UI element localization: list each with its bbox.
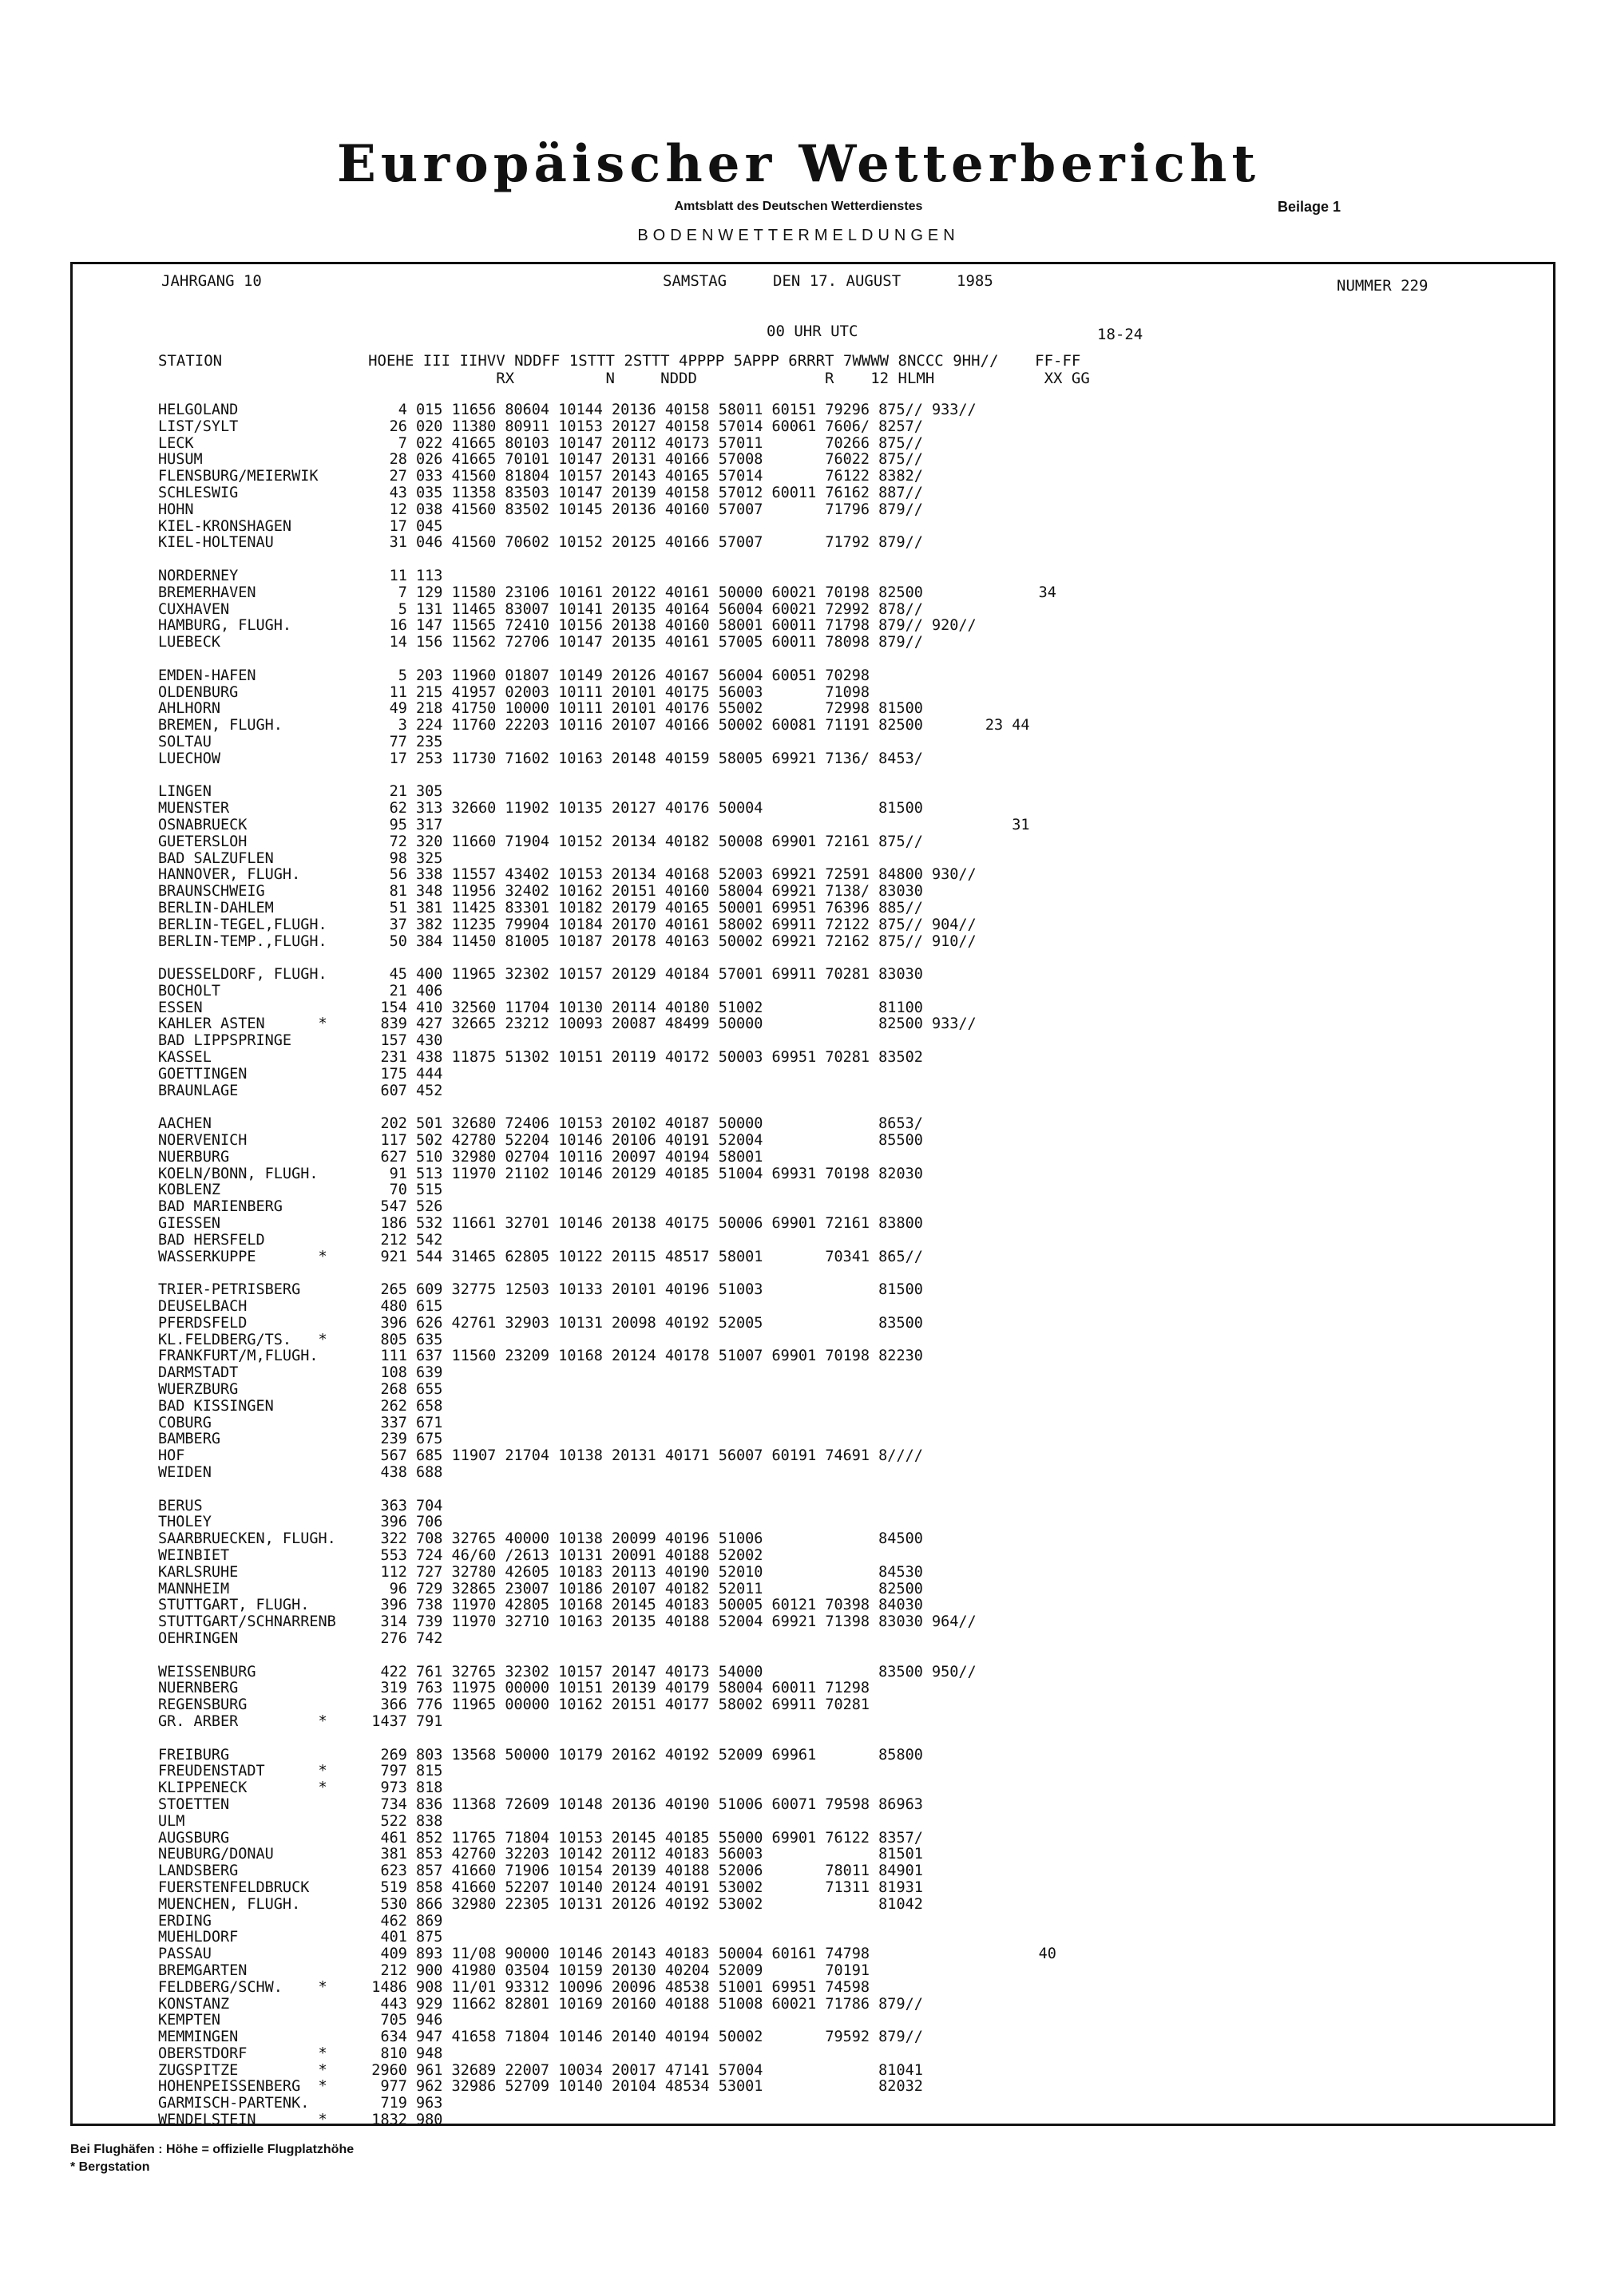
table-row: MUENSTER 62 313 32660 11902 10135 20127 40176 50004 81500 [158,800,923,817]
table-row: KIEL-KRONSHAGEN 17 045 [158,517,443,535]
section-heading: BODENWETTERMELDUNGEN [637,227,960,244]
table-row: NUERBURG 627 510 32980 02704 10116 20097 40194 58001 [158,1148,763,1166]
table-row: BREMERHAVEN 7 129 11580 23106 10161 20122 40161 50000 60021 70198 82500 34 [158,584,1056,601]
table-row: HOHN 12 038 41560 83502 10145 20136 40160 57007 71796 879// [158,501,923,518]
table-row: BOCHOLT 21 406 [158,982,443,1000]
table-row [158,1731,1532,1748]
table-row: BAMBERG 239 675 [158,1431,443,1448]
table-row: BRAUNSCHWEIG 81 348 11956 32402 10162 20151 40160 58004 69921 7138/ 83030 [158,883,923,901]
table-row [158,950,1532,967]
table-row: KARLSRUHE 112 727 32780 42605 10183 20113 40190 52010 84530 [158,1563,923,1581]
table-row: REGENSBURG 366 776 11965 00000 10162 20151 40177 58002 69911 70281 [158,1696,870,1714]
table-row: BAD MARIENBERG 547 526 [158,1198,443,1216]
subtitle: Amtsblatt des Deutschen Wetterdienstes [674,200,923,213]
table-row: ZUGSPITZE * 2960 961 32689 22007 10034 20017 47141 57004 81041 [158,2061,923,2079]
column-header-line1: STATION HOEHE III IIHVV NDDFF 1STTT 2STTT 4PPPP 5APPP 6RRRT 7WWWW 8NCCC 9HH// FF-FF [158,352,1081,370]
table-row: ULM 522 838 [158,1812,443,1830]
table-row: GR. ARBER * 1437 791 [158,1712,443,1730]
table-row: KIEL-HOLTENAU 31 046 41560 70602 10152 20125 40166 57007 71792 879// [158,534,923,552]
table-row: HUSUM 28 026 41665 70101 10147 20131 40166 57008 76022 875// [158,451,923,469]
table-row: WASSERKUPPE * 921 544 31465 62805 10122 20115 48517 58001 70341 865// [158,1248,923,1265]
table-row: BREMGARTEN 212 900 41980 03504 10159 20130 40204 52009 70191 [158,1961,870,1979]
table-row: SCHLESWIG 43 035 11358 83503 10147 20139 40158 57012 60011 76162 887// [158,484,923,501]
volume: JAHRGANG 10 [161,272,262,290]
table-row: BREMEN, FLUGH. 3 224 11760 22203 10116 20107 40166 50002 60081 71191 82500 23 44 [158,717,1030,734]
table-row: EMDEN-HAFEN 5 203 11960 01807 10149 20126 40167 56004 60051 70298 [158,667,870,684]
time-window: 18-24 [1097,326,1143,343]
table-row: OBERSTDORF * 810 948 [158,2045,443,2062]
supplement-label: Beilage 1 [1278,199,1341,215]
table-row: ESSEN 154 410 32560 11704 10130 20114 40180 51002 81100 [158,999,923,1016]
table-row: TRIER-PETRISBERG 265 609 32775 12503 10133 20101 40196 51003 81500 [158,1281,923,1299]
table-row: KASSEL 231 438 11875 51302 10151 20119 40172 50003 69951 70281 83502 [158,1049,923,1067]
table-row: CUXHAVEN 5 131 11465 83007 10141 20135 40164 56004 60021 72992 878// [158,600,923,618]
table-row: AUGSBURG 461 852 11765 71804 10153 20145 40185 55000 69901 76122 8357/ [158,1829,923,1847]
station-table [158,402,1532,2129]
issue-number: NUMMER 229 [1337,277,1429,295]
table-row: FELDBERG/SCHW. * 1486 908 11/01 93312 10096 20096 48538 51001 69951 74598 [158,1978,870,1996]
observation-time: 00 UHR UTC [767,323,858,340]
table-row: FRANKFURT/M,FLUGH. 111 637 11560 23209 10168 20124 40178 51007 69901 70198 82230 [158,1348,923,1365]
table-row: KEMPTEN 705 946 [158,2012,443,2029]
table-row: KOBLENZ 70 515 [158,1182,443,1199]
table-row: LIST/SYLT 26 020 11380 80911 10153 20127 40158 57014 60061 7606/ 8257/ [158,418,923,435]
table-row: WEINBIET 553 724 46/60 /2613 10131 20091 40188 52002 [158,1546,763,1564]
table-row: GARMISCH-PARTENK. 719 963 [158,2095,443,2112]
table-row: NORDERNEY 11 113 [158,567,443,584]
table-row: OEHRINGEN 276 742 [158,1629,443,1647]
table-row [158,1482,1532,1498]
table-row: MEMMINGEN 634 947 41658 71804 10146 20140 40194 50002 79592 879// [158,2029,923,2046]
table-row: BERLIN-DAHLEM 51 381 11425 83301 10182 20179 40165 50001 69951 76396 885// [158,899,923,916]
table-row: LUECHOW 17 253 11730 71602 10163 20148 40159 58005 69921 7136/ 8453/ [158,750,923,767]
table-row: FUERSTENFELDBRUCK 519 858 41660 52207 10140 20124 40191 53002 71311 81931 [158,1878,923,1896]
table-row: HELGOLAND 4 015 11656 80604 10144 20136 40158 58011 60151 79296 875// 933// [158,402,977,418]
table-row: DARMSTADT 108 639 [158,1364,443,1382]
table-row: GUETERSLOH 72 320 11660 71904 10152 20134 40182 50008 69901 72161 875// [158,833,923,850]
table-row: LECK 7 022 41665 80103 10147 20112 40173 57011 70266 875// [158,434,923,452]
table-row: LINGEN 21 305 [158,783,443,801]
table-row: LANDSBERG 623 857 41660 71906 10154 20139 40188 52006 78011 84901 [158,1863,923,1880]
table-row: HANNOVER, FLUGH. 56 338 11557 43402 10153 20134 40168 52003 69921 72591 84800 930// [158,866,977,884]
table-row [158,552,1532,568]
table-row: WENDELSTEIN * 1832 980 [158,2112,443,2129]
table-row: BAD HERSFELD 212 542 [158,1231,443,1249]
table-row: HOHENPEISSENBERG * 977 962 32986 52709 10140 20104 48534 53001 82032 [158,2078,923,2096]
table-row: WEIDEN 438 688 [158,1464,443,1481]
table-row: KL.FELDBERG/TS. * 805 635 [158,1331,443,1348]
table-row: BAD LIPPSPRINGE 157 430 [158,1032,443,1050]
table-row: MUEHLDORF 401 875 [158,1929,443,1946]
table-row: FREUDENSTADT * 797 815 [158,1763,443,1780]
table-row: KOELN/BONN, FLUGH. 91 513 11970 21102 10146 20129 40185 51004 69931 70198 82030 [158,1165,923,1182]
table-row [158,651,1532,668]
table-row: KONSTANZ 443 929 11662 82801 10169 20160 40188 51008 60021 71786 879// [158,1995,923,2013]
table-row: FLENSBURG/MEIERWIK 27 033 41560 81804 10157 20143 40165 57014 76122 8382/ [158,468,923,485]
table-row: OLDENBURG 11 215 41957 02003 10111 20101 40175 56003 71098 [158,683,870,701]
table-row [158,1099,1532,1116]
table-row: MUENCHEN, FLUGH. 530 866 32980 22305 10131 20126 40192 53002 81042 [158,1895,923,1913]
footnote-airports: Bei Flughäfen : Höhe = offizielle Flugplatzhöhe [70,2143,355,2156]
table-row: DEUSELBACH 480 615 [158,1298,443,1316]
table-row: MANNHEIM 96 729 32865 23007 10186 20107 40182 52011 82500 [158,1580,923,1597]
table-row: PFERDSFELD 396 626 42761 32903 10131 20098 40192 52005 83500 [158,1314,923,1332]
table-row: STUTTGART/SCHNARRENB 314 739 11970 32710 10163 20135 40188 52004 69921 71398 83030 964// [158,1613,977,1631]
table-row: BAD KISSINGEN 262 658 [158,1397,443,1415]
table-row: BAD SALZUFLEN 98 325 [158,849,443,867]
table-row: NUERNBERG 319 763 11975 00000 10151 20139 40179 58004 60011 71298 [158,1680,870,1697]
table-row: BERLIN-TEGEL,FLUGH. 37 382 11235 79904 10184 20170 40161 58002 69911 72122 875// 904// [158,916,977,933]
table-row [158,1648,1532,1665]
table-row: GOETTINGEN 175 444 [158,1065,443,1083]
table-row: FREIBURG 269 803 13568 50000 10179 20162 40192 52009 69961 85800 [158,1746,923,1764]
table-row: AHLHORN 49 218 41750 10000 10111 20101 40176 55002 72998 81500 [158,700,923,718]
table-row: BERLIN-TEMP.,FLUGH. 50 384 11450 81005 10187 20178 40163 50002 69921 72162 875// 910// [158,932,977,950]
table-row: COBURG 337 671 [158,1414,443,1431]
table-row: THOLEY 396 706 [158,1514,443,1531]
year: 1985 [957,272,993,290]
table-row: DUESSELDORF, FLUGH. 45 400 11965 32302 10157 20129 40184 57001 69911 70281 83030 [158,966,923,984]
table-row: GIESSEN 186 532 11661 32701 10146 20138 40175 50006 69901 72161 83800 [158,1215,923,1233]
table-row: KLIPPENECK * 973 818 [158,1779,443,1797]
table-row: STUTTGART, FLUGH. 396 738 11970 42805 10168 20145 40183 50005 60121 70398 84030 [158,1597,923,1614]
table-row: WEISSENBURG 422 761 32765 32302 10157 20147 40173 54000 83500 950// [158,1663,977,1680]
table-row: HOF 567 685 11907 21704 10138 20131 40171 56007 60191 74691 8//// [158,1447,923,1465]
table-row [158,1265,1532,1282]
footnote-mountain: * Bergstation [70,2160,150,2174]
table-row [158,768,1532,785]
table-row: PASSAU 409 893 11/08 90000 10146 20143 40183 50004 60161 74798 40 [158,1946,1056,1963]
table-row: NOERVENICH 117 502 42780 52204 10146 20106 40191 52004 85500 [158,1132,923,1150]
column-header-line2: RX N NDDD R 12 HLMH XX GG [158,370,1090,387]
table-row: NEUBURG/DONAU 381 853 42760 32203 10142 20112 40183 56003 81501 [158,1846,923,1863]
table-row: WUERZBURG 268 655 [158,1381,443,1399]
weekday: SAMSTAG [663,272,727,290]
table-row: BERUS 363 704 [158,1497,443,1514]
date: DEN 17. AUGUST [773,272,902,290]
table-row: SOLTAU 77 235 [158,733,443,750]
table-row: OSNABRUECK 95 317 31 [158,816,1030,833]
table-row: ERDING 462 869 [158,1912,443,1930]
table-row: SAARBRUECKEN, FLUGH. 322 708 32765 40000 10138 20099 40196 51006 84500 [158,1530,923,1548]
table-row: STOETTEN 734 836 11368 72609 10148 20136 40190 51006 60071 79598 86963 [158,1795,923,1813]
table-row: KAHLER ASTEN * 839 427 32665 23212 10093 20087 48499 50000 82500 933// [158,1015,977,1033]
page-title: Europäischer Wetterbericht [337,134,1260,194]
table-row: LUEBECK 14 156 11562 72706 10147 20135 40161 57005 60011 78098 879// [158,634,923,651]
table-row: HAMBURG, FLUGH. 16 147 11565 72410 10156 20138 40160 58001 60011 71798 879// 920// [158,617,977,635]
table-row: AACHEN 202 501 32680 72406 10153 20102 40187 50000 8653/ [158,1115,923,1133]
table-row: BRAUNLAGE 607 452 [158,1082,443,1099]
